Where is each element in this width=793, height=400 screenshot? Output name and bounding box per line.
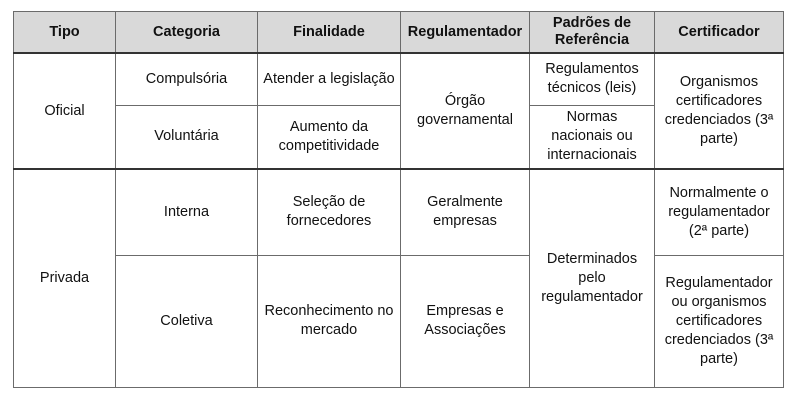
header-regulamentador: Regulamentador (401, 12, 530, 54)
table-row (14, 53, 784, 105)
header-certificador: Certificador (655, 12, 784, 54)
cell-padroes-compulsoria: Regulamentos técnicos (leis) (530, 53, 655, 105)
header-finalidade: Finalidade (258, 12, 401, 54)
cell-certificador-interna: Normalmente o regulamentador (2ª parte) (655, 169, 784, 255)
cell-tipo-oficial: Oficial (14, 53, 116, 169)
table-row (14, 255, 784, 387)
header-tipo: Tipo (14, 12, 116, 54)
certification-table (13, 11, 784, 388)
cell-regulamentador-interna: Geralmente empresas (401, 169, 530, 255)
cell-categoria-compulsoria: Compulsória (116, 53, 258, 105)
cell-categoria-coletiva: Coletiva (116, 255, 258, 387)
header-row (14, 12, 784, 54)
cell-regulamentador-coletiva: Empresas e Associações (401, 255, 530, 387)
cell-padroes-privada: Determinados pelo regulamentador (530, 169, 655, 387)
cell-finalidade-interna: Seleção de fornecedores (258, 169, 401, 255)
header-categoria: Categoria (116, 12, 258, 54)
cell-regulamentador-oficial: Órgão governamental (401, 53, 530, 169)
cell-certificador-coletiva: Regulamentador ou organismos certificadores credenciados (3ª parte) (655, 255, 784, 387)
cell-tipo-privada: Privada (14, 169, 116, 387)
header-padroes: Padrões de Referência (530, 12, 655, 54)
cell-padroes-voluntaria: Normas nacionais ou internacionais (530, 105, 655, 169)
cell-certificador-oficial: Organismos certificadores credenciados (3ª parte) (655, 53, 784, 169)
cell-categoria-voluntaria: Voluntária (116, 105, 258, 169)
cell-finalidade-coletiva: Reconhecimento no mercado (258, 255, 401, 387)
table-row (14, 169, 784, 255)
cell-categoria-interna: Interna (116, 169, 258, 255)
cell-finalidade-compulsoria: Atender a legislação (258, 53, 401, 105)
cell-finalidade-voluntaria: Aumento da competitividade (258, 105, 401, 169)
